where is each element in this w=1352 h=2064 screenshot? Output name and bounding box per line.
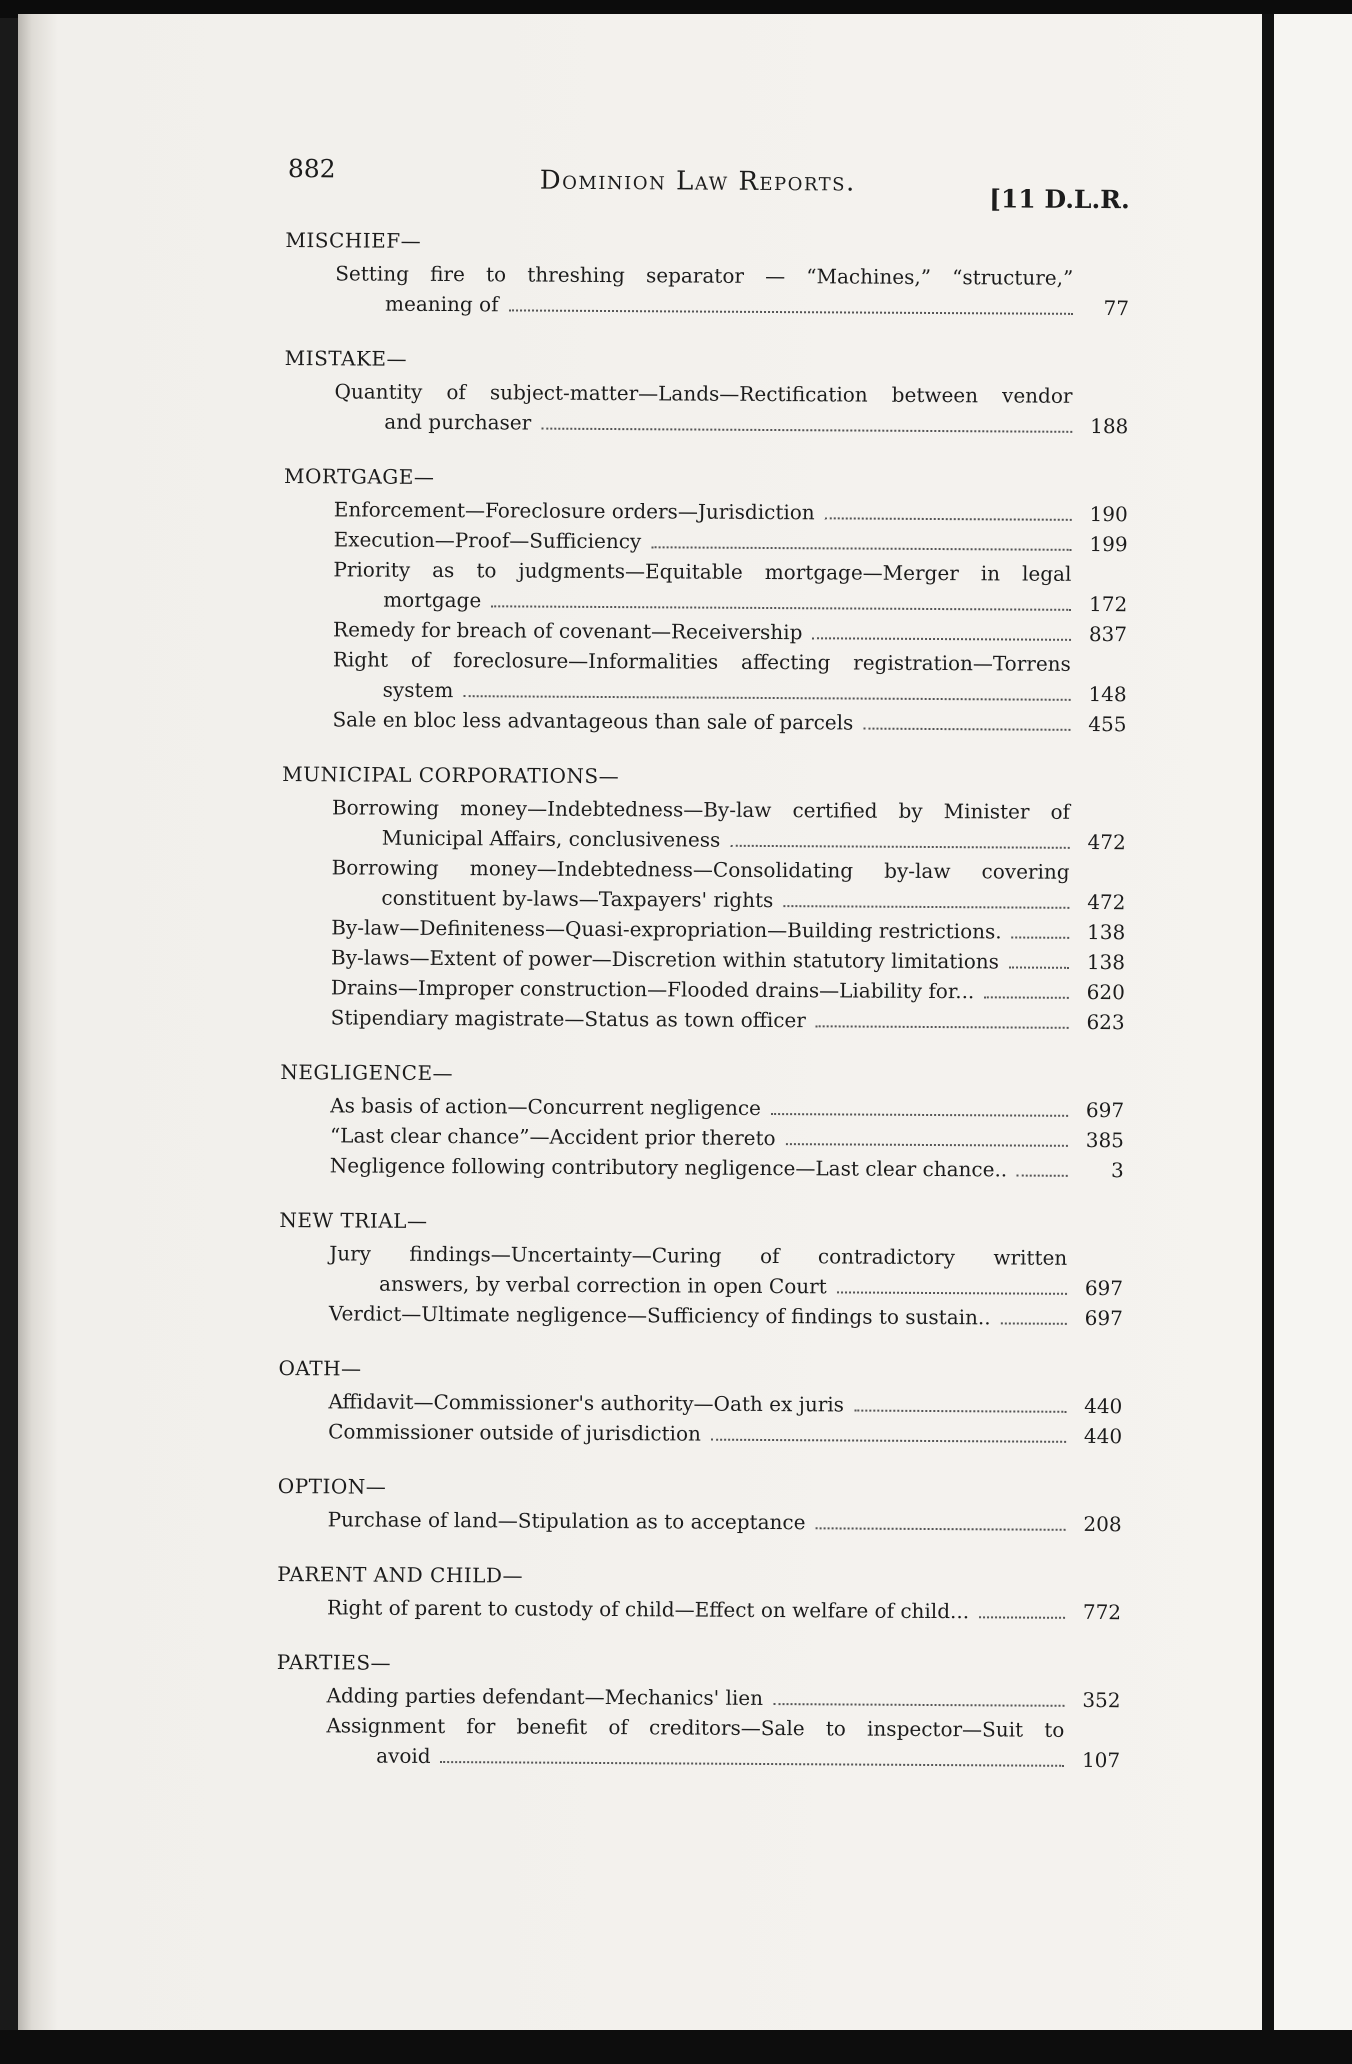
dot-leader xyxy=(837,1291,1067,1294)
entry-page-number: 208 xyxy=(1083,1511,1122,1537)
entry-page-number: 440 xyxy=(1083,1423,1123,1449)
book-gutter xyxy=(1262,14,1274,2044)
index-section xyxy=(270,1650,1121,1775)
entry-text: Assignment for benefit of creditors—Sale to inspector—Suit to xyxy=(326,1713,1065,1742)
index-entry xyxy=(328,1416,1122,1451)
entry-text: Purchase of land—Stipulation as to acceptance xyxy=(327,1507,806,1535)
index-entry xyxy=(331,942,1125,977)
dot-leader xyxy=(816,1025,1069,1029)
entry-page-number: 455 xyxy=(1088,711,1127,737)
page-number: 882 xyxy=(287,154,336,184)
dot-leader xyxy=(984,996,1069,999)
index-entry xyxy=(328,1504,1122,1539)
dot-leader xyxy=(1012,936,1070,938)
dot-leader xyxy=(1009,966,1069,968)
dot-leader xyxy=(1017,1175,1068,1177)
entry-text: Remedy for breach of covenant—Receivership xyxy=(332,617,803,645)
index-section xyxy=(275,762,1127,1037)
section-heading: OPTION— xyxy=(277,1474,387,1499)
dot-leader xyxy=(441,1761,1065,1767)
page-header xyxy=(280,150,1130,215)
index-section xyxy=(274,1060,1125,1185)
entry-text: Setting fire to threshing separator — “Machines,” “structure,” xyxy=(335,261,1074,290)
index-section xyxy=(273,1208,1124,1333)
entry-page-number: 623 xyxy=(1086,1009,1125,1035)
entry-continuation: mortgage xyxy=(383,587,482,613)
index-entry xyxy=(326,1680,1120,1715)
dot-leader xyxy=(463,695,1070,701)
index-entry xyxy=(333,614,1127,649)
entry-page-number: 385 xyxy=(1085,1127,1125,1153)
dot-leader xyxy=(783,905,1069,909)
dot-leader xyxy=(786,1143,1068,1147)
index-page-content xyxy=(270,150,1130,1775)
entry-page-number: 172 xyxy=(1088,591,1128,617)
entry-page-number: 440 xyxy=(1084,1393,1123,1419)
entry-page-number: 138 xyxy=(1086,919,1126,945)
dot-leader xyxy=(711,1439,1066,1443)
index-entry xyxy=(329,1238,1123,1303)
index-entry xyxy=(333,644,1127,709)
entry-text: By-laws—Extent of power—Discretion within statutory limitations xyxy=(330,945,1000,974)
entry-page-number: 697 xyxy=(1085,1097,1125,1123)
entry-text: Drains—Improper construction—Flooded drains—Liability for... xyxy=(330,975,975,1004)
scan-border-bottom xyxy=(0,2030,1352,2064)
entry-text: Jury findings—Uncertainty—Curing of contradictory written xyxy=(329,1241,1068,1270)
entry-continuation: Municipal Affairs, conclusiveness xyxy=(381,825,721,852)
entry-text: Enforcement—Foreclosure orders—Jurisdiction xyxy=(333,497,815,525)
dot-leader xyxy=(854,1410,1066,1413)
entry-page-number: 620 xyxy=(1086,979,1125,1005)
dot-leader xyxy=(825,517,1072,521)
entry-page-number: 107 xyxy=(1081,1747,1121,1773)
dot-leader xyxy=(1001,1322,1067,1324)
entry-text: Adding parties defendant—Mechanics' lien xyxy=(326,1683,764,1710)
index-entry xyxy=(330,1150,1124,1185)
running-title: Dominion Law Reports. xyxy=(539,165,856,198)
entry-text: Right of foreclosure—Informalities affecting registration—Torrens xyxy=(332,647,1071,676)
section-heading: MISCHIEF— xyxy=(285,228,422,253)
dot-leader xyxy=(815,1527,1065,1531)
entry-page-number: 199 xyxy=(1089,531,1128,557)
entry-text: Verdict—Ultimate negligence—Sufficiency of findings to sustain.. xyxy=(328,1301,991,1330)
entry-page-number: 3 xyxy=(1110,1158,1124,1183)
entry-page-number: 188 xyxy=(1090,413,1129,439)
section-heading: NEGLIGENCE— xyxy=(280,1060,454,1086)
index-entry xyxy=(332,792,1126,857)
entry-text: Commissioner outside of jurisdiction xyxy=(328,1419,701,1446)
index-entry xyxy=(328,1386,1122,1421)
index-entry xyxy=(331,912,1125,947)
entry-text: “Last clear chance”—Accident prior thereto xyxy=(329,1123,776,1151)
section-heading: PARENT AND CHILD— xyxy=(277,1562,524,1588)
entry-page-number: 472 xyxy=(1087,829,1126,855)
dot-leader xyxy=(812,637,1071,641)
dot-leader xyxy=(541,428,1072,433)
entry-text: By-law—Definiteness—Quasi-expropriation—Building restrictions. xyxy=(331,915,1002,944)
index-section xyxy=(278,346,1129,441)
entry-continuation: and purchaser xyxy=(384,409,532,435)
entry-text: Borrowing money—Indebtedness—Consolidating by-law covering xyxy=(331,855,1070,884)
dot-leader xyxy=(730,845,1069,849)
dot-leader xyxy=(979,1616,1065,1619)
index-entry xyxy=(330,1090,1124,1125)
entry-page-number: 697 xyxy=(1084,1275,1124,1301)
entry-page-number: 837 xyxy=(1088,621,1128,647)
index-section xyxy=(272,1474,1122,1539)
entry-continuation: constituent by-laws—Taxpayers' rights xyxy=(381,885,774,913)
entry-page-number: 138 xyxy=(1086,949,1126,975)
section-heading: PARTIES— xyxy=(276,1650,392,1675)
volume-reference: [11 D.L.R. xyxy=(989,184,1130,215)
section-heading: MORTGAGE— xyxy=(283,464,435,489)
entry-text: As basis of action—Concurrent negligence xyxy=(330,1093,761,1120)
entry-continuation: avoid xyxy=(376,1743,431,1768)
entry-continuation: system xyxy=(382,677,454,703)
dot-leader xyxy=(651,546,1071,551)
entry-text: Execution—Proof—Sufficiency xyxy=(333,527,642,554)
dot-leader xyxy=(491,605,1071,611)
index-entry xyxy=(327,1592,1121,1627)
index-entry xyxy=(335,258,1129,323)
section-heading: OATH— xyxy=(278,1356,362,1381)
entry-text: Borrowing money—Indebtedness—By-law certified by Minister of xyxy=(331,795,1071,824)
right-page-edge xyxy=(1274,14,1352,2044)
dot-leader xyxy=(863,728,1070,731)
entry-continuation: meaning of xyxy=(384,291,499,317)
index-entry xyxy=(329,1298,1123,1333)
dot-leader xyxy=(509,309,1074,314)
index-entry xyxy=(334,524,1128,559)
entry-page-number: 148 xyxy=(1088,681,1127,707)
entry-page-number: 190 xyxy=(1089,501,1128,527)
entry-page-number: 697 xyxy=(1084,1305,1123,1331)
index-entry xyxy=(333,554,1127,619)
entry-text: Quantity of subject-matter—Lands—Rectification between vendor xyxy=(334,379,1073,408)
index-section xyxy=(279,228,1130,323)
index-section xyxy=(271,1562,1121,1627)
entry-page-number: 352 xyxy=(1082,1687,1121,1713)
index-entry xyxy=(330,1120,1124,1155)
index-entry xyxy=(331,852,1125,917)
dot-leader xyxy=(771,1113,1068,1117)
entry-text: Priority as to judgments—Equitable mortgage—Merger in legal xyxy=(333,557,1072,586)
dot-leader xyxy=(773,1703,1065,1707)
index-entry xyxy=(332,704,1126,739)
entry-text: Stipendiary magistrate—Status as town officer xyxy=(330,1005,806,1033)
entry-page-number: 772 xyxy=(1082,1599,1122,1625)
index-entry xyxy=(334,494,1128,529)
index-entry xyxy=(326,1710,1120,1775)
entry-text: Right of parent to custody of child—Effect on welfare of child... xyxy=(327,1595,970,1624)
index-entry xyxy=(331,1002,1125,1037)
entry-text: Affidavit—Commissioner's authority—Oath ex juris xyxy=(328,1389,845,1417)
section-heading: NEW TRIAL— xyxy=(279,1208,428,1233)
index-section xyxy=(272,1356,1123,1451)
index-section xyxy=(276,464,1128,739)
entry-page-number: 77 xyxy=(1103,296,1130,321)
section-heading: MUNICIPAL CORPORATIONS— xyxy=(282,762,620,789)
entry-text: Negligence following contributory negligence—Last clear chance.. xyxy=(329,1153,1008,1182)
entry-continuation: answers, by verbal correction in open Court xyxy=(379,1271,827,1299)
index-entry xyxy=(331,972,1125,1007)
entry-text: Sale en bloc less advantageous than sale of parcels xyxy=(332,707,854,735)
index-entry xyxy=(334,376,1128,441)
index-sections xyxy=(270,228,1129,1775)
section-heading: MISTAKE— xyxy=(284,346,408,371)
entry-page-number: 472 xyxy=(1087,889,1126,915)
